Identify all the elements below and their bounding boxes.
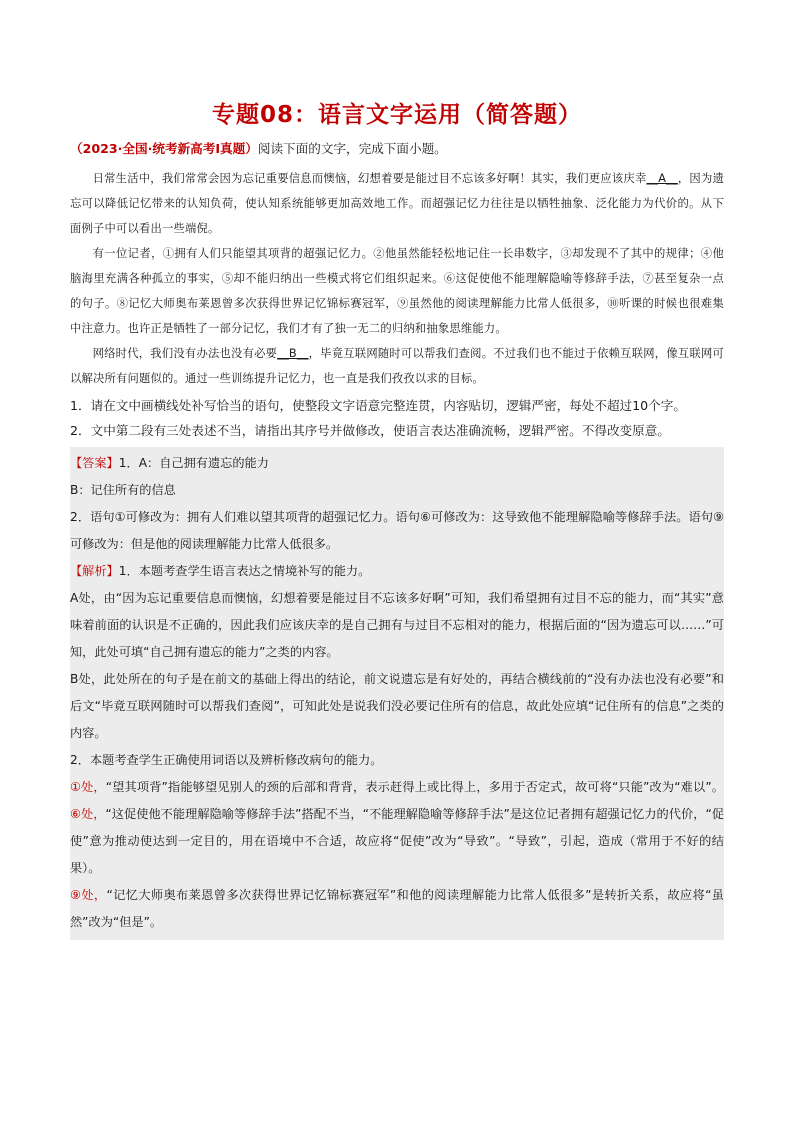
- passage-paragraph-2: 有一位记者，①拥有人们只能望其项背的超强记忆力。②他虽然能轻松地记住一长串数字，③却发现不了其中的规律；④他脑海里充满各种孤立的事实，⑤却不能归纳出一些模式将它们组织起来。⑥这促使他不能理解隐喻等修辞手法，⑦甚至复杂一点的句子。⑧记忆大师奥布莱恩曾多次获得世界记忆锦标赛冠军，⑨虽然他的阅读理解能力比常人低很多，⑩听课的时候也很难集中注意力。也许正是牺牲了一部分记忆，我们才有了独一无二的归纳和抽象思维能力。: [70, 247, 724, 335]
- instruction-text: 阅读下面的文字，完成下面小题。: [257, 141, 447, 156]
- analysis-tag: 【解析】: [70, 564, 119, 578]
- analysis-text: “望其项背”指能够望见别人的颈的后部和背背，表示赶得上或比得上，多用于否定式，故可将“只能”改为“难以”。: [105, 780, 724, 794]
- source-label: （2023·全国·统考新高考Ⅰ真题）: [70, 141, 258, 156]
- answer-line: 2．语句①可修改为：拥有人们难以望其项背的超强记忆力。语句⑥可修改为：这导致他不能理解隐喻等修辞手法。语句⑨可修改为：但是他的阅读理解能力比常人低很多。: [70, 510, 724, 551]
- answer-tag: 【答案】: [70, 456, 119, 470]
- analysis-line: [70, 882, 724, 936]
- page-title: 专题08：语言文字运用（简答题）: [211, 102, 582, 128]
- passage-paragraph-1: [70, 166, 724, 241]
- answer-section: [70, 447, 724, 940]
- analysis-line: [70, 774, 724, 882]
- blank-b: __B__: [277, 347, 309, 360]
- passage-text: 网络时代，我们没有办法也没有必要: [92, 347, 278, 360]
- document-body: [70, 138, 724, 940]
- analysis-line: 2．本题考查学生正确使用词语以及辨析修改病句的能力。: [70, 753, 383, 767]
- question-intro: [70, 138, 724, 162]
- analysis-text: “这促使他不能理解隐喻等修辞手法”搭配不当，“不能理解隐喻等修辞手法”是这位记者拥有超强记忆力的代价，“促使”意为推动使达到一定目的，用在语境中不合适，故应将“促使”改为“导致”。“导致”，引起，造成（常用于不好的结果）。: [70, 807, 724, 875]
- analysis-line: A处，由“因为忘记重要信息而懊恼，幻想着要是能过目不忘该多好啊”可知，我们希望拥有过目不忘的能力，而“其实”意味着前面的认识是不正确的，因此我们应该庆幸的是自己拥有与过目不忘相对的能力，根据后面的“因为遗忘可以……”可知，此处可填“自己拥有遗忘的能力”之类的内容。: [70, 591, 724, 659]
- marker-6: ⑥处，: [70, 807, 106, 821]
- question-2: 2．文中第二段有三处表述不当，请指出其序号并做修改，使语言表达准确流畅，逻辑严密。不得改变原意。: [70, 422, 670, 438]
- passage-text: ，毕竟互联网随时可以帮我们查阅。不过我们也不能过于依赖互联网，像互联网可以解决所有问题似的。通过一些训练提升记忆力，也一直是我们孜孜以求的目标。: [70, 347, 724, 385]
- question-list: [70, 394, 724, 443]
- analysis-line: B处，此处所在的句子是在前文的基础上得出的结论，前文说遗忘是有好处的，再结合横线前的“没有办法也没有必要”和后文“毕竟互联网随时可以帮我们查阅”，可知此处是说我们没必要记住所有的信息，故此处应填“记住所有的信息”之类的内容。: [70, 672, 724, 740]
- analysis-text: “记忆大师奥布莱恩曾多次获得世界记忆锦标赛冠军”和他的阅读理解能力比常人低很多”是转折关系，故应将“虽然”改为“但是”。: [70, 888, 724, 929]
- answer-line: B：记住所有的信息: [70, 483, 176, 497]
- marker-1: ①处，: [70, 780, 106, 794]
- passage-paragraph-3: [70, 341, 724, 391]
- passage-text: ，因为遗忘可以降低记忆带来的认知负荷，使认知系统能够更加高效地工作。而超强记忆力往往是以牺牲抽象、泛化能力为代价的。从下面例子中可以看出一些端倪。: [70, 172, 724, 235]
- blank-a: __A__: [646, 172, 678, 185]
- answer-line: [70, 450, 724, 477]
- analysis-text: 1．本题考查学生语言表达之情境补写的能力。: [118, 564, 371, 578]
- answer-text: 1．A：自己拥有遗忘的能力: [118, 456, 269, 470]
- reading-passage: [70, 166, 724, 391]
- question-1: 1．请在文中画横线处补写恰当的语句，使整段文字语意完整连贯，内容贴切，逻辑严密，每处不超过10个字。: [70, 398, 686, 413]
- analysis-line: [70, 558, 724, 585]
- passage-text: 日常生活中，我们常常会因为忘记重要信息而懊恼，幻想着要是能过目不忘该多好啊！其实，我们更应该庆幸: [92, 172, 647, 185]
- marker-9: ⑨处，: [70, 888, 107, 902]
